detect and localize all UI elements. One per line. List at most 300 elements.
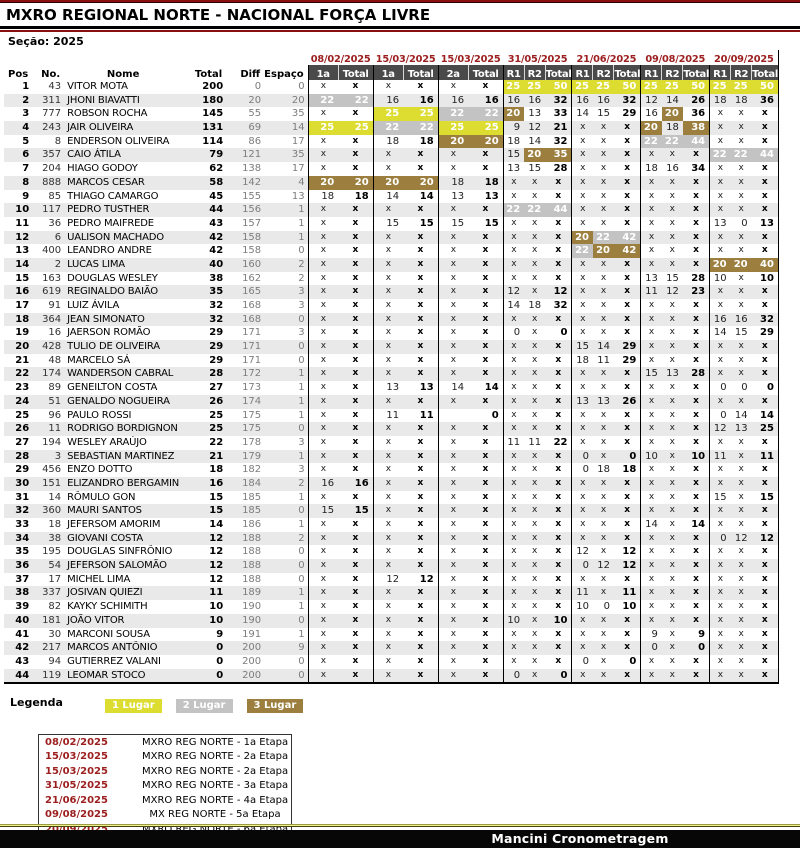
points-cell: 22 (710, 148, 731, 162)
points-cell: x (373, 258, 403, 272)
rider-name-cell: SEBASTIAN MARTINEZ (64, 450, 186, 464)
gap-cell: 3 (298, 327, 305, 339)
points-cell: x (693, 573, 699, 584)
points-cell: x (403, 340, 438, 354)
points-cell: x (731, 641, 752, 655)
points-cell: 12 (622, 546, 637, 558)
number-cell: 48 (48, 354, 62, 366)
points-cell: 22 (468, 107, 503, 121)
points-cell: x (338, 285, 373, 299)
points-cell: x (531, 272, 538, 283)
points-cell: x (338, 559, 373, 573)
standings-row (4, 148, 778, 162)
points-cell: x (352, 382, 359, 393)
number-cell: 16 (48, 327, 62, 339)
pos-cell: 34 (4, 532, 32, 546)
points-cell: x (482, 601, 489, 612)
points-cell: x (352, 108, 359, 119)
points-cell: 0 (503, 326, 524, 340)
points-cell: x (524, 422, 545, 436)
points-cell: x (662, 395, 683, 409)
points-cell: x (614, 258, 641, 272)
pos-cell: 18 (4, 313, 32, 327)
col-header-5: Espaço (264, 65, 308, 80)
points-cell: x (373, 244, 403, 258)
points-cell: 15 (666, 272, 679, 284)
points-cell: 13 (760, 217, 774, 229)
number-cell: 888 (32, 176, 64, 190)
points-cell: x (373, 600, 403, 614)
standings-row (4, 299, 778, 313)
points-cell: x (738, 464, 744, 475)
gap-cell: 14 (264, 121, 308, 135)
col-header-event: R2 (731, 65, 752, 80)
points-cell: 25 (308, 121, 338, 135)
pos-cell: 42 (4, 641, 32, 655)
points-cell: x (662, 532, 683, 546)
points-cell: x (308, 395, 338, 409)
points-cell: x (308, 231, 338, 245)
points-cell: x (524, 313, 545, 327)
number-cell: 117 (32, 203, 64, 217)
standings-row (4, 600, 778, 614)
points-cell: x (438, 655, 468, 669)
points-cell: x (669, 601, 675, 612)
points-cell: 11 (419, 409, 434, 421)
points-cell: 16 (572, 94, 593, 108)
points-cell: x (352, 354, 359, 365)
points-cell: 15 (484, 217, 499, 229)
points-cell: x (761, 436, 768, 447)
points-cell: x (438, 573, 468, 587)
pos-cell: 14 (4, 258, 32, 272)
number-cell: 337 (32, 586, 64, 600)
pos-cell: 33 (15, 519, 30, 530)
points-cell: x (438, 491, 468, 505)
schedule-event-name: MXRO REG NORTE - 1a Etapa (142, 736, 289, 748)
points-cell: x (738, 491, 744, 502)
points-cell: x (438, 162, 468, 176)
points-cell: x (308, 641, 338, 655)
points-cell: 18 (373, 135, 403, 149)
diff-cell: 185 (242, 491, 262, 503)
diff-cell: 157 (242, 217, 262, 229)
points-cell: x (373, 162, 403, 176)
points-cell: 0 (629, 655, 637, 667)
points-cell: x (468, 148, 503, 162)
schedule-date: 09/08/2025 (45, 809, 108, 821)
points-cell: x (503, 258, 524, 272)
points-cell: x (438, 614, 468, 628)
number-cell: 11 (32, 422, 64, 436)
points-cell: 18 (468, 176, 503, 190)
standings-row (4, 231, 778, 245)
points-cell: x (417, 272, 424, 283)
points-cell: x (738, 135, 744, 146)
points-cell: 25 (572, 80, 593, 94)
points-cell: 16 (593, 94, 614, 108)
points-cell: x (761, 464, 768, 475)
total-cell: 12 (186, 532, 226, 546)
rider-name-cell: JAERSON ROMÃO (67, 327, 151, 339)
points-cell: x (373, 463, 403, 477)
points-cell: x (641, 600, 662, 614)
schedule-event-name: MXRO REG NORTE - 4a Etapa (142, 794, 289, 806)
points-cell: 9 (641, 628, 662, 642)
points-cell: 20 (572, 231, 593, 245)
points-cell: x (669, 464, 675, 475)
points-cell: x (662, 450, 683, 464)
points-cell: 12 (641, 94, 662, 108)
points-cell: x (482, 573, 489, 584)
pos-cell: 11 (15, 217, 30, 229)
points-cell: x (752, 614, 779, 628)
gap-cell: 2 (264, 258, 308, 272)
points-cell: x (555, 382, 562, 393)
standings-row (4, 340, 778, 354)
total-cell: 28 (186, 367, 226, 381)
number-cell: 777 (42, 108, 62, 120)
schedule-table (39, 735, 291, 837)
number-cell: 96 (48, 409, 62, 421)
points-cell: x (524, 477, 545, 491)
points-cell: x (352, 519, 359, 529)
points-cell: x (531, 217, 538, 228)
date-row-spacer (4, 50, 308, 65)
schedule-row (39, 779, 291, 794)
points-cell: x (614, 285, 641, 299)
points-cell: x (531, 245, 538, 256)
points-cell: x (503, 545, 524, 559)
points-cell: x (438, 463, 468, 477)
points-cell (438, 409, 468, 423)
points-cell: x (572, 176, 593, 190)
schedule-row (39, 793, 291, 808)
points-cell: x (417, 491, 424, 502)
points-cell: x (555, 217, 562, 228)
number-cell: 43 (48, 81, 62, 92)
gap-cell: 1 (298, 409, 305, 421)
points-cell: x (417, 546, 424, 557)
points-cell: x (710, 559, 731, 573)
points-cell: x (503, 340, 524, 354)
points-cell: 0 (614, 450, 641, 464)
points-cell: 15 (438, 217, 468, 231)
points-cell: 15 (597, 108, 610, 120)
col-header-event: R2 (662, 65, 683, 80)
points-cell: x (503, 176, 524, 190)
points-cell: x (524, 340, 545, 354)
points-cell: x (572, 436, 593, 450)
diff-cell: 174 (226, 395, 264, 409)
points-cell: x (614, 477, 641, 491)
points-cell: x (572, 518, 593, 532)
points-cell: x (710, 641, 731, 655)
col-header-event: Total (338, 65, 373, 80)
diff-cell: 138 (242, 163, 262, 175)
points-cell: x (531, 190, 538, 201)
points-cell: 0 (710, 381, 731, 395)
number-cell: 30 (48, 628, 62, 640)
points-cell: x (545, 532, 572, 546)
gap-cell: 1 (264, 395, 308, 409)
total-cell: 45 (209, 190, 224, 202)
col-header-event: 2a (438, 65, 468, 80)
points-cell: x (482, 272, 489, 283)
number-cell: 17 (48, 573, 62, 585)
points-cell: x (572, 477, 593, 491)
points-cell: 12 (524, 121, 545, 135)
points-cell: 25 (593, 80, 614, 94)
points-cell: 44 (683, 135, 710, 149)
points-cell: 14 (641, 518, 662, 532)
points-cell: x (683, 559, 710, 573)
points-cell: x (438, 340, 468, 354)
points-cell: 15 (641, 367, 662, 381)
points-cell: x (624, 272, 631, 283)
points-cell: 12 (373, 573, 403, 587)
points-cell: x (338, 586, 373, 600)
rider-name-cell: JAIR OLIVEIRA (64, 121, 186, 135)
points-cell: 12 (662, 285, 683, 299)
points-cell: x (373, 395, 403, 409)
diff-cell: 171 (242, 327, 262, 339)
number-cell: 85 (48, 190, 62, 202)
points-cell: x (662, 422, 683, 436)
diff-cell: 173 (242, 382, 262, 394)
points-cell: x (593, 313, 614, 327)
points-cell: x (503, 367, 524, 381)
points-cell: x (438, 422, 468, 436)
points-cell: x (503, 559, 524, 573)
points-cell: x (524, 532, 545, 546)
points-cell: x (555, 573, 562, 584)
standings-row (4, 463, 778, 477)
points-cell: 12 (614, 559, 641, 573)
points-cell: x (524, 176, 545, 190)
points-cell: x (524, 395, 545, 409)
gap-cell: 1 (264, 586, 308, 600)
points-cell: x (503, 395, 524, 409)
gap-cell: 1 (264, 367, 308, 381)
points-cell: x (468, 422, 503, 436)
points-cell: x (624, 491, 631, 502)
event-date: 21/06/2025 (576, 54, 637, 65)
points-cell: x (669, 190, 675, 201)
points-cell: 15 (503, 148, 524, 162)
pos-cell: 1 (22, 81, 30, 92)
points-cell: x (600, 163, 607, 174)
points-cell: x (555, 655, 562, 666)
points-cell: x (373, 614, 403, 628)
gap-cell: 1 (298, 382, 305, 394)
pos-cell: 17 (15, 300, 30, 311)
points-cell: 16 (666, 163, 679, 175)
points-cell: 12 (710, 422, 731, 436)
points-cell: x (417, 327, 424, 338)
schedule-date: 08/02/2025 (45, 736, 108, 748)
points-cell: x (641, 655, 662, 669)
standings-body (4, 80, 778, 683)
points-cell: 13 (641, 272, 662, 286)
total-cell: 25 (186, 422, 226, 436)
points-cell: x (403, 313, 438, 327)
points-cell: x (693, 217, 699, 228)
pos-cell: 32 (4, 504, 32, 518)
points-cell: 22 (572, 244, 593, 258)
points-cell: x (503, 409, 524, 423)
points-cell: x (731, 450, 752, 464)
points-cell: 14 (760, 409, 774, 421)
points-cell: x (572, 367, 593, 381)
points-cell: 26 (683, 94, 710, 108)
standings-row (4, 326, 778, 340)
points-cell: 22 (731, 148, 752, 162)
points-cell: x (482, 327, 489, 338)
points-cell: 0 (710, 532, 731, 546)
points-cell: x (503, 354, 524, 368)
standings-row (4, 628, 778, 642)
gap-cell: 0 (264, 669, 308, 684)
points-cell: 15 (760, 491, 774, 503)
points-cell: 29 (760, 327, 774, 339)
points-cell: x (752, 340, 779, 354)
standings-row (4, 614, 778, 628)
points-cell: 13 (484, 190, 499, 202)
points-cell: x (731, 231, 752, 245)
points-cell: x (503, 491, 524, 505)
total-cell: 79 (186, 148, 226, 162)
points-cell: x (710, 628, 731, 642)
points-cell: 28 (683, 367, 710, 381)
points-cell: x (524, 614, 545, 628)
points-cell: x (662, 203, 683, 217)
points-cell: x (641, 477, 662, 491)
points-cell: x (338, 313, 373, 327)
points-cell: x (308, 381, 338, 395)
number-cell: 89 (48, 382, 62, 394)
rider-name-cell: THIAGO CAMARGO (67, 190, 159, 202)
points-cell: 16 (438, 94, 468, 108)
points-cell: x (614, 532, 641, 546)
points-cell: x (531, 464, 538, 475)
standings-row (4, 545, 778, 559)
points-cell: 14 (593, 340, 614, 354)
points-cell: 13 (528, 108, 542, 120)
total-cell: 114 (202, 135, 224, 147)
points-cell: 0 (572, 463, 593, 477)
points-cell: x (338, 258, 373, 272)
points-cell: x (545, 559, 572, 573)
points-cell: x (438, 272, 468, 286)
points-cell: x (693, 601, 699, 612)
points-cell: 16 (373, 94, 403, 108)
pos-cell: 8 (4, 176, 32, 190)
points-cell: x (761, 655, 768, 666)
points-cell: x (669, 300, 675, 310)
points-cell: 18 (572, 354, 593, 368)
points-cell: x (710, 367, 731, 381)
gap-cell: 0 (298, 655, 305, 667)
diff-cell: 182 (242, 464, 262, 476)
points-cell: x (600, 628, 607, 639)
points-cell: 38 (683, 121, 710, 135)
legend-label: Legenda (10, 696, 63, 710)
points-cell: 13 (710, 217, 731, 231)
points-cell: x (338, 450, 373, 464)
points-cell: x (600, 135, 607, 146)
points-cell: x (669, 436, 675, 447)
points-cell: x (373, 559, 403, 573)
points-cell: x (482, 464, 489, 475)
points-cell: x (308, 244, 338, 258)
diff-cell: 188 (242, 546, 262, 558)
points-cell: x (352, 655, 359, 666)
gap-cell: 2 (298, 272, 305, 284)
points-cell: x (641, 436, 662, 450)
points-cell: x (503, 450, 524, 464)
points-cell: x (403, 395, 438, 409)
points-cell: x (761, 573, 768, 584)
col-header-event: Total (752, 65, 779, 80)
points-cell: 20 (338, 176, 373, 190)
points-cell: 14 (484, 382, 499, 394)
points-cell: 33 (553, 108, 568, 120)
rider-name-cell: WANDERSON CABRAL (64, 367, 186, 381)
points-cell: x (308, 80, 338, 94)
diff-cell: 55 (248, 108, 262, 120)
points-cell: x (614, 313, 641, 327)
points-cell: x (555, 464, 562, 475)
points-cell: 11 (710, 450, 731, 464)
points-cell: 14 (503, 299, 524, 313)
points-cell: x (338, 669, 373, 684)
points-cell: 20 (641, 121, 662, 135)
points-cell: 22 (662, 135, 683, 149)
standings-row (4, 285, 778, 299)
points-cell: x (752, 586, 779, 600)
pos-cell: 38 (4, 586, 32, 600)
legend (10, 693, 800, 712)
points-cell: 35 (545, 148, 572, 162)
gap-cell: 3 (298, 436, 305, 448)
standings-row (4, 532, 778, 546)
diff-cell: 69 (226, 121, 264, 135)
points-cell: x (308, 285, 338, 299)
points-cell: x (373, 504, 403, 518)
points-cell: x (593, 450, 614, 464)
points-cell: x (600, 327, 607, 338)
points-cell: x (524, 559, 545, 573)
gap-cell: 9 (264, 641, 308, 655)
points-cell: x (624, 628, 631, 639)
gap-cell: 4 (264, 176, 308, 190)
schedule-date: 15/03/2025 (45, 765, 108, 777)
total-cell: 11 (186, 586, 226, 600)
gap-cell: 3 (264, 285, 308, 299)
points-cell: x (352, 163, 359, 174)
points-cell: 22 (503, 203, 524, 217)
schedule-row (39, 808, 291, 823)
pos-cell: 37 (15, 573, 30, 585)
points-cell: x (403, 422, 438, 436)
points-cell: x (614, 422, 641, 436)
points-cell: x (572, 148, 593, 162)
gap-cell: 2 (264, 477, 308, 491)
gap-cell: 0 (264, 340, 308, 354)
total-cell: 22 (209, 436, 224, 448)
points-cell: 14 (438, 381, 468, 395)
